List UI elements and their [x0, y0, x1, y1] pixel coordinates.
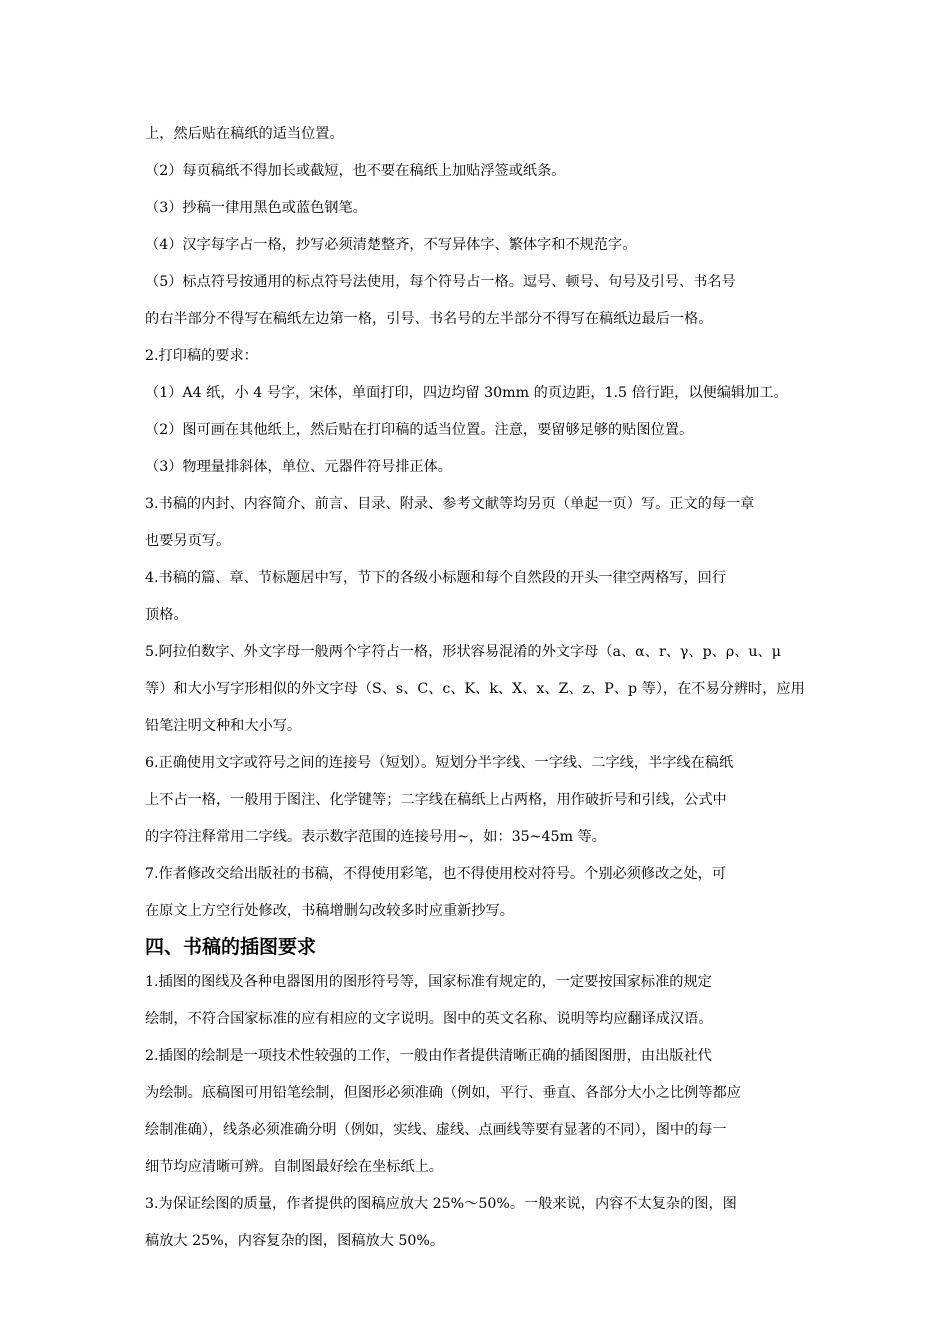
document-page: [145, 116, 810, 1260]
text-line: 2.打印稿的要求：: [145, 348, 258, 364]
text-line: 等）和大小写字形相似的外文字母（S、s、C、c、K、k、X、x、Z、z、P、p 等），在不易分辨时，应用: [145, 681, 805, 697]
text-line: 也要另页写。: [145, 533, 231, 549]
section-4-body: [145, 964, 810, 1260]
text-line: （5）标点符号按通用的标点符号法使用，每个符号占一格。逗号、顿号、句号及引号、书名号: [145, 274, 736, 290]
text-line: 在原文上方空行处修改，书稿增删勾改较多时应重新抄写。: [145, 903, 514, 919]
text-line: 3.为保证绘图的质量，作者提供的图稿应放大 25%～50%。一般来说，内容不太复杂的图，图: [145, 1196, 737, 1212]
text-line: 6.正确使用文字或符号之间的连接号（短划）。短划分半字线、一字线、二字线，半字线在稿纸: [145, 755, 734, 771]
text-line: 为绘制。底稿图可用铅笔绘制，但图形必须准确（例如，平行、垂直、各部分大小之比例等都应: [145, 1085, 741, 1101]
text-line: 绘制，不符合国家标准的应有相应的文字说明。图中的英文名称、说明等均应翻译成汉语。: [145, 1011, 713, 1027]
text-line: （4）汉字每字占一格，抄写必须清楚整齐，不写异体字、繁体字和不规范字。: [145, 237, 637, 253]
text-line: 7.作者修改交给出版社的书稿，不得使用彩笔，也不得使用校对符号。个别必须修改之处，可: [145, 866, 727, 882]
text-line: 绘制准确），线条必须准确分明（例如，实线、虚线、点画线等要有显著的不同），图中的每一: [145, 1122, 727, 1138]
text-line: 2.插图的绘制是一项技术性较强的工作，一般由作者提供清晰正确的插图图册，由出版社代: [145, 1048, 712, 1064]
text-line: 的字符注释常用二字线。表示数字范围的连接号用~，如：35~45m 等。: [145, 829, 606, 845]
section-3-body: [145, 116, 810, 930]
section-4-heading: 四、书稿的插图要求: [145, 936, 317, 958]
text-line: 1.插图的图线及各种电器图用的图形符号等，国家标准有规定的，一定要按国家标准的规定: [145, 974, 712, 990]
text-line: （3）物理量排斜体，单位、元器件符号排正体。: [145, 459, 452, 475]
text-line: 上不占一格，一般用于图注、化学键等；二字线在稿纸上占两格，用作破折号和引线，公式中: [145, 792, 727, 808]
text-line: 5.阿拉伯数字、外文字母一般两个字符占一格，形状容易混淆的外文字母（a、α、r、γ、p、ρ、u、μ: [145, 644, 781, 660]
text-line: 稿放大 25%，内容复杂的图，图稿放大 50%。: [145, 1233, 445, 1249]
text-line: （2）图可画在其他纸上，然后贴在打印稿的适当位置。注意，要留够足够的贴图位置。: [145, 422, 694, 438]
text-line: （2）每页稿纸不得加长或截短，也不要在稿纸上加贴浮签或纸条。: [145, 163, 566, 179]
text-line: （1）A4 纸，小 4 号字，宋体，单面打印，四边均留 30mm 的页边距，1.5 倍行距，以便编辑加工。: [145, 385, 788, 401]
text-line: 铅笔注明文种和大小写。: [145, 718, 302, 734]
text-line: （3）抄稿一律用黑色或蓝色钢笔。: [145, 200, 367, 216]
text-line: 细节均应清晰可辨。自制图最好绘在坐标纸上。: [145, 1159, 443, 1175]
text-line: 上，然后贴在稿纸的适当位置。: [145, 126, 344, 142]
text-line: 4.书稿的篇、章、节标题居中写，节下的各级小标题和每个自然段的开头一律空两格写，回行: [145, 570, 727, 586]
text-line: 3.书稿的内封、内容简介、前言、目录、附录、参考文献等均另页（单起一页）写。正文的每一章: [145, 496, 755, 512]
text-line: 的右半部分不得写在稿纸左边第一格，引号、书名号的左半部分不得写在稿纸边最后一格。: [145, 311, 713, 327]
text-line: 顶格。: [145, 607, 188, 623]
